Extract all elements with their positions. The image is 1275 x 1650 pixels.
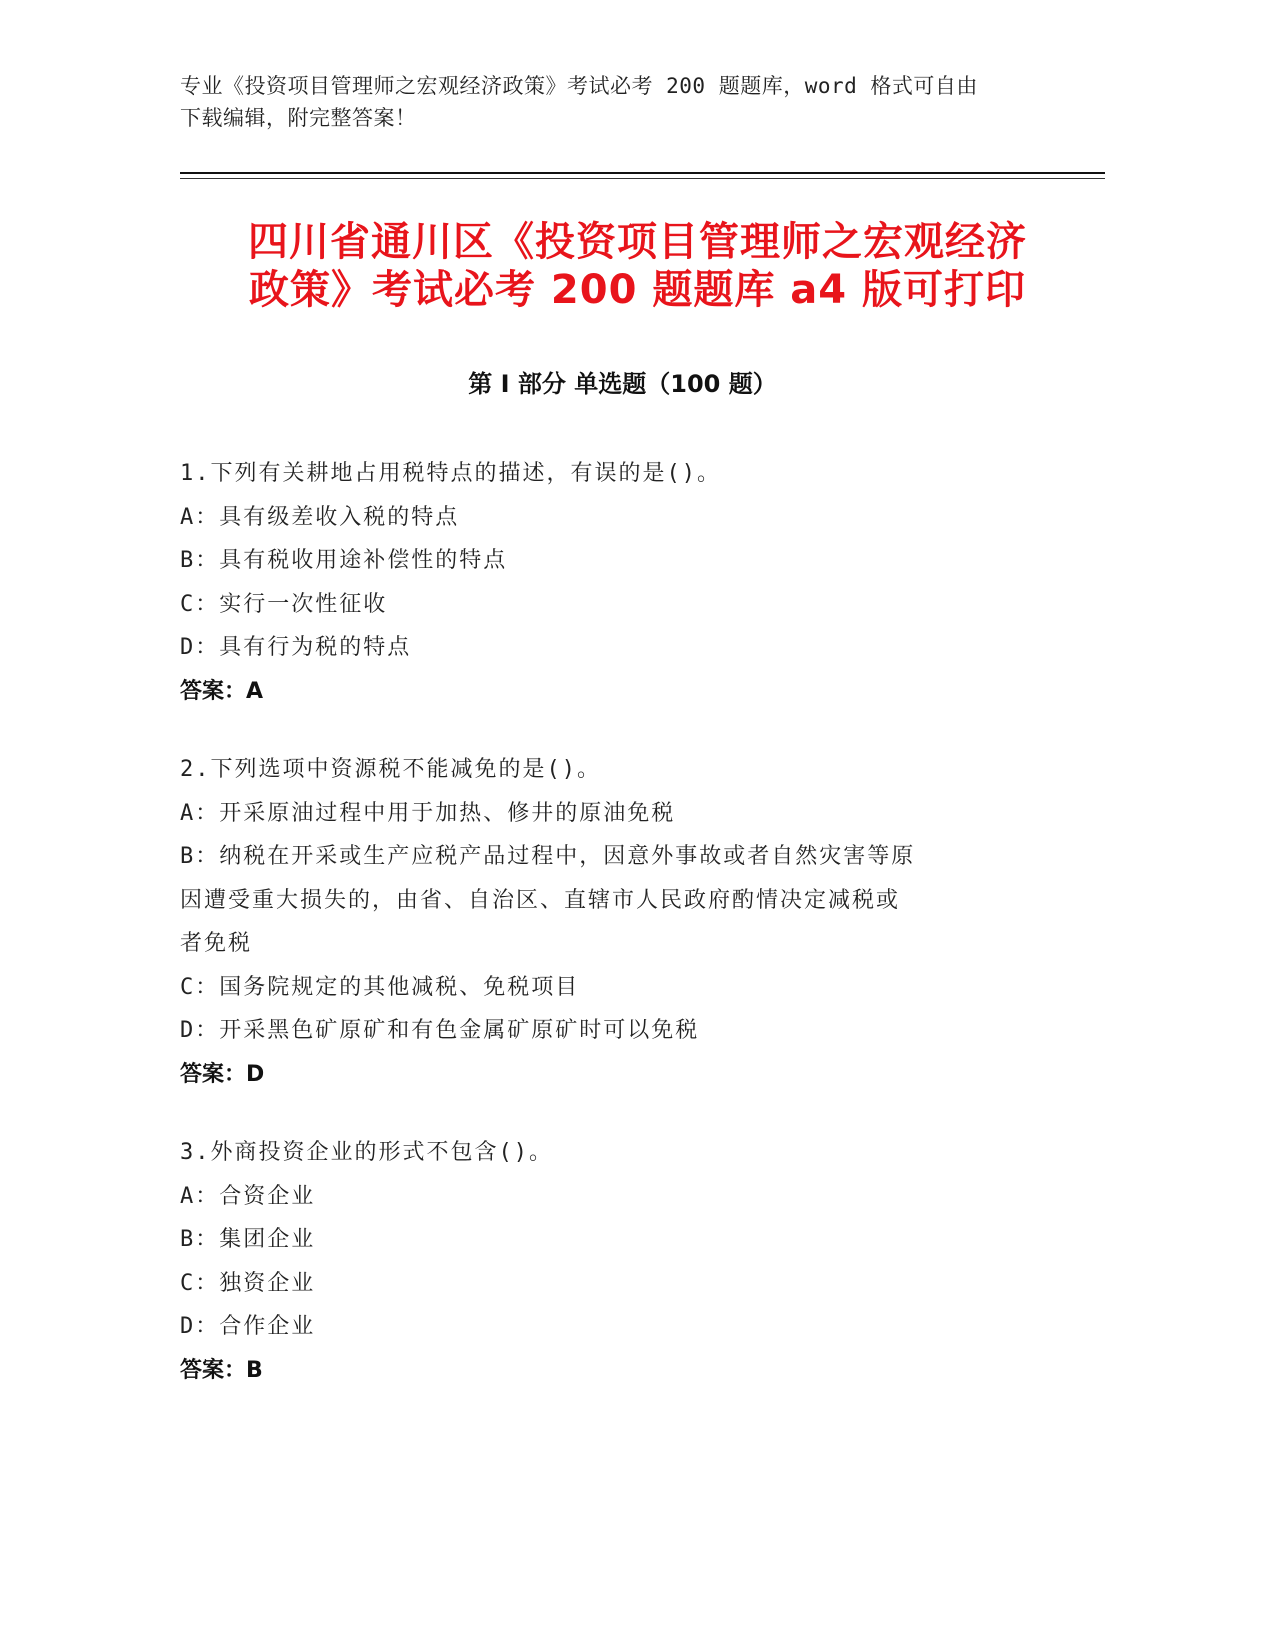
option: D：合作企业 bbox=[180, 1314, 316, 1339]
option: D：开采黑色矿原矿和有色金属矿原矿时可以免税 bbox=[180, 1018, 700, 1043]
option: B：集团企业 bbox=[180, 1227, 316, 1252]
section-heading: 第 I 部分 单选题（100 题） bbox=[468, 370, 777, 398]
header-note-line: 下载编辑，附完整答案！ bbox=[180, 106, 417, 130]
header-note bbox=[180, 70, 1060, 134]
question-stem: 2.下列选项中资源税不能减免的是()。 bbox=[180, 757, 601, 782]
question-stem: 1.下列有关耕地占用税特点的描述，有误的是()。 bbox=[180, 461, 721, 486]
question-item bbox=[180, 452, 1040, 713]
question-stem: 3.外商投资企业的形式不包含()。 bbox=[180, 1140, 553, 1165]
document-title-line: 四川省通川区《投资项目管理师之宏观经济 bbox=[248, 219, 1027, 265]
answer: 答案：B bbox=[180, 1357, 263, 1383]
option-continuation: 因遭受重大损失的，由省、自治区、直辖市人民政府酌情决定减税或 bbox=[180, 887, 901, 913]
option: B：纳税在开采或生产应税产品过程中，因意外事故或者自然灾害等原 bbox=[180, 844, 916, 869]
option: A：具有级差收入税的特点 bbox=[180, 504, 460, 530]
option: A：开采原油过程中用于加热、修井的原油免税 bbox=[180, 800, 676, 826]
question-item bbox=[180, 748, 1040, 1096]
question-item bbox=[180, 1131, 1040, 1392]
answer: 答案：D bbox=[180, 1061, 265, 1087]
question-list bbox=[180, 452, 1040, 1427]
header-divider-thin bbox=[180, 178, 1105, 179]
header-divider bbox=[180, 172, 1105, 174]
option: C：实行一次性征收 bbox=[180, 591, 388, 617]
option: C：独资企业 bbox=[180, 1270, 316, 1296]
answer: 答案：A bbox=[180, 678, 264, 704]
document-title-line: 政策》考试必考 200 题题库 a4 版可打印 bbox=[248, 267, 1027, 313]
option-continuation: 者免税 bbox=[180, 931, 253, 956]
document-title bbox=[160, 218, 1115, 314]
option: D：具有行为税的特点 bbox=[180, 635, 412, 660]
option: C：国务院规定的其他减税、免税项目 bbox=[180, 974, 580, 1000]
option: B：具有税收用途补偿性的特点 bbox=[180, 548, 508, 573]
option: A：合资企业 bbox=[180, 1183, 316, 1209]
header-note-line: 专业《投资项目管理师之宏观经济政策》考试必考 200 题题库，word 格式可自由 bbox=[180, 74, 978, 98]
